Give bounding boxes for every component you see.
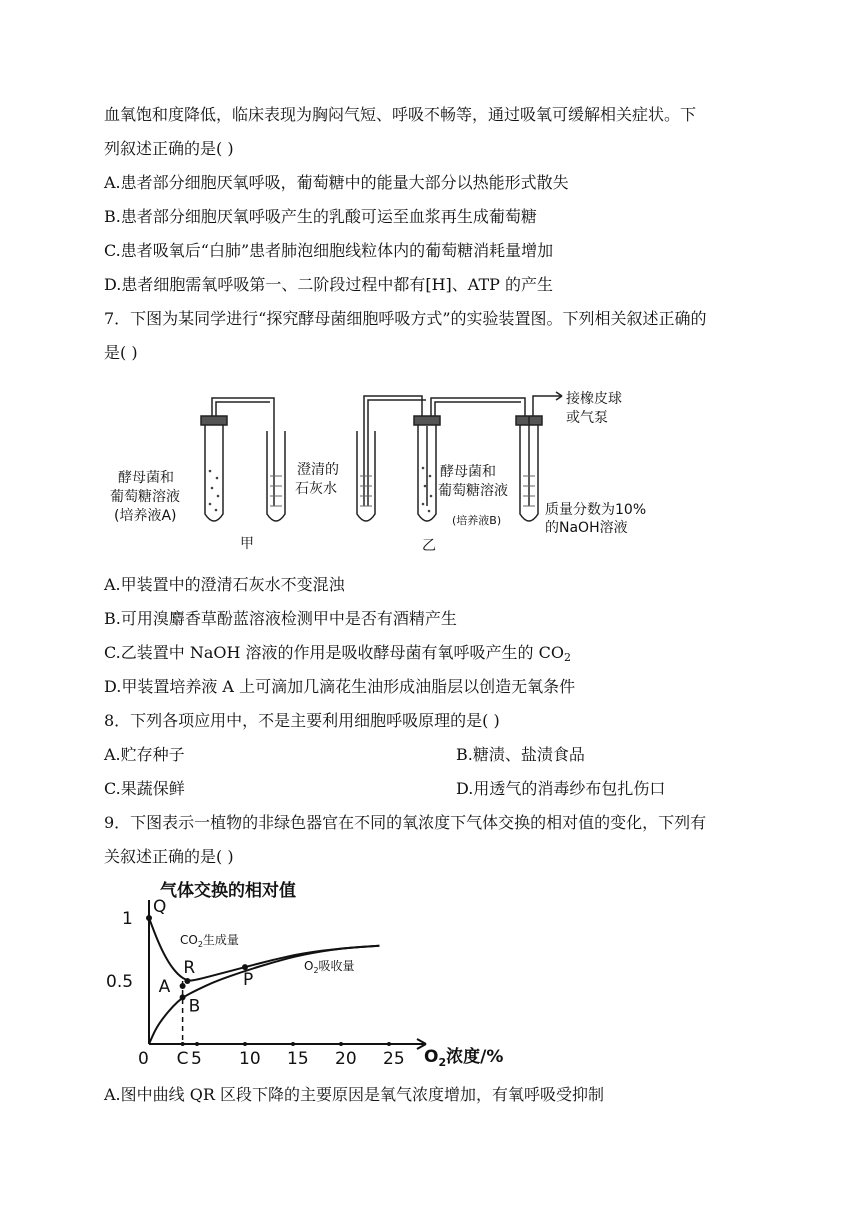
label-naoh-1: 质量分数为10%	[545, 502, 647, 518]
q7-option-d: D.甲装置培养液 A 上可滴加几滴花生油形成油脂层以创造无氧条件	[104, 677, 576, 696]
x-tick-mark	[195, 1042, 199, 1046]
label-yeast-a-2: 葡萄糖溶液	[110, 489, 180, 505]
point-a-label: A	[158, 977, 171, 998]
x-tick-label: 0	[138, 1049, 149, 1068]
label-limewater-2: 石灰水	[295, 481, 337, 497]
label-limewater-1: 澄清的	[297, 462, 339, 478]
point-p-label: P	[243, 970, 254, 991]
x-tick-label: 20	[335, 1049, 357, 1068]
q9-option-a: A.图中曲线 QR 区段下降的主要原因是氧气浓度增加，有氧呼吸受抑制	[104, 1085, 604, 1104]
label-naoh-2: 的NaOH溶液	[545, 520, 628, 536]
label-yeast-a-1: 酵母菌和	[118, 470, 174, 486]
point-q-label: Q	[153, 897, 167, 917]
q6-option-a: A.患者部分细胞厌氧呼吸，葡萄糖中的能量大部分以热能形式散失	[104, 173, 569, 192]
x-axis-label: $O_2$浓度/%	[424, 1047, 504, 1068]
label-yi: 乙	[422, 538, 436, 554]
q8-option-c: C.果蔬保鲜	[104, 779, 185, 798]
point-b-label: B	[188, 996, 201, 1017]
label-yeast-b-1: 酵母菌和	[440, 464, 496, 480]
q7-option-c: C.乙装置中 NaOH 溶液的作用是吸收酵母菌有氧呼吸产生的 $CO_2$	[104, 643, 571, 664]
label-yeast-b-2: 葡萄糖溶液	[438, 483, 508, 499]
x-tick-label: 10	[239, 1049, 261, 1068]
label-pump-1: 接橡皮球	[566, 391, 622, 407]
q8-stem: 8．下列各项应用中，不是主要利用细胞呼吸原理的是( )	[104, 711, 500, 730]
label-yeast-a-3: (培养液A)	[114, 508, 177, 524]
q9-stem-line2: 关叙述正确的是( )	[104, 847, 234, 866]
q6-option-c: C.患者吸氧后“白肺”患者肺泡细胞线粒体内的葡萄糖消耗量增加	[104, 241, 554, 260]
q8-option-b: B.糖渍、盐渍食品	[456, 745, 585, 764]
q6-option-d: D.患者细胞需氧呼吸第一、二阶段过程中都有[H]、ATP 的产生	[104, 275, 553, 294]
label-pump-2: 或气泵	[566, 410, 608, 426]
q9-stem-line1: 9．下图表示一植物的非绿色器官在不同的氧浓度下气体交换的相对值的变化，下列有	[104, 813, 707, 832]
q7-option-b: B.可用溴麝香草酚蓝溶液检测甲中是否有酒精产生	[104, 609, 457, 628]
q6-stem-line2: 列叙述正确的是( )	[104, 139, 234, 158]
q7-stem-line2: 是( )	[104, 343, 138, 362]
x-tick-label: C	[176, 1049, 189, 1068]
x-tick-mark	[387, 1042, 391, 1046]
x-tick-mark	[181, 1042, 185, 1046]
point-q	[146, 915, 152, 921]
q6-stem-line1: 血氧饱和度降低，临床表现为胸闷气短、呼吸不畅等，通过吸氧可缓解相关症状。下	[104, 105, 697, 124]
q7-option-a: A.甲装置中的澄清石灰水不变混浊	[104, 575, 345, 594]
y-tick-label: 0.5	[106, 972, 134, 992]
x-tick-mark	[339, 1042, 343, 1046]
series-label-co2: $CO_2$生成量	[180, 933, 239, 949]
series-label-o2: $O_2$吸收量	[304, 959, 355, 975]
y-tick-label: 1	[122, 909, 133, 929]
gas-exchange-chart	[100, 876, 520, 1068]
q8-option-a: A.贮存种子	[104, 745, 185, 764]
point-a	[180, 983, 186, 989]
point-r	[184, 978, 190, 984]
x-tick-mark	[243, 1042, 247, 1046]
label-jia: 甲	[240, 536, 254, 552]
chart-title: 气体交换的相对值	[160, 881, 296, 901]
x-tick-label: 15	[287, 1049, 309, 1068]
x-tick-label: 25	[383, 1049, 405, 1068]
x-tick-mark	[291, 1042, 295, 1046]
point-b	[180, 994, 186, 1000]
q6-option-b: B.患者部分细胞厌氧呼吸产生的乳酸可运至血浆再生成葡萄糖	[104, 207, 537, 226]
point-r-label: R	[183, 958, 196, 978]
q8-option-d: D.用透气的消毒纱布包扎伤口	[456, 779, 666, 798]
q7-apparatus-diagram	[100, 386, 680, 556]
label-culture-b: (培养液B)	[452, 514, 502, 527]
q7-stem-line1: 7．下图为某同学进行“探究酵母菌细胞呼吸方式”的实验装置图。下列相关叙述正确的	[104, 309, 707, 328]
x-tick-label: 5	[191, 1049, 202, 1068]
